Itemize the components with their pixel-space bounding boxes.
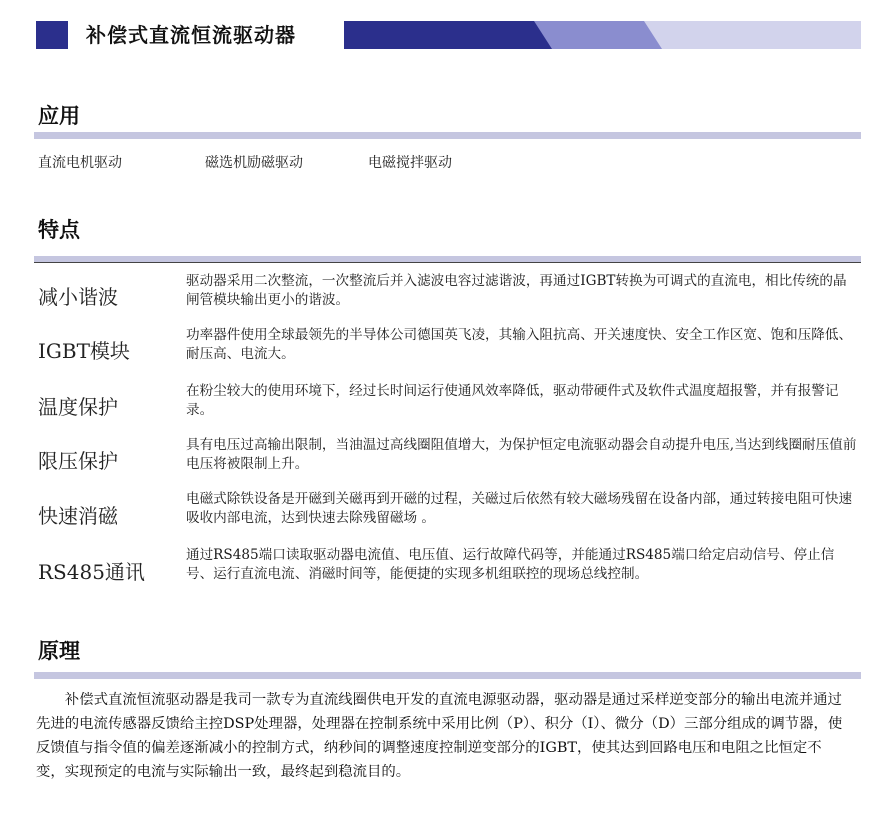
- application-item: 磁选机励磁驱动: [205, 155, 303, 171]
- feature-name: 减小谐波: [38, 285, 118, 309]
- principle-heading: 原理: [38, 639, 80, 663]
- feature-desc: 电磁式除铁设备是开磁到关磁再到开磁的过程，关磁过后依然有较大磁场残留在设备内部，通过转接电阻可快速吸收内部电流，达到快速去除残留磁场 。: [186, 491, 853, 526]
- applications-rule: [34, 132, 861, 139]
- title-bar: [36, 21, 861, 49]
- feature-name: 温度保护: [38, 395, 118, 419]
- title-stripe-decoration: [344, 21, 861, 49]
- title-lead-block: [36, 21, 68, 49]
- feature-desc: 功率器件使用全球最领先的半导体公司德国英飞凌，其输入阻抗高、开关速度快、安全工作区宽、饱和压降低、耐压高、电流大。: [186, 327, 853, 362]
- principle-rule: [34, 672, 861, 679]
- feature-desc: 具有电压过高输出限制，当油温过高线圈阻值增大，为保护恒定电流驱动器会自动提升电压,当达到线圈耐压值前电压将被限制上升。: [186, 437, 857, 472]
- applications-heading: 应用: [38, 104, 80, 128]
- principle-paragraph: 补偿式直流恒流驱动器是我司一款专为直流线圈供电开发的直流电源驱动器，驱动器是通过采样逆变部分的输出电流并通过先进的电流传感器反馈给主控DSP处理器，处理器在控制系统中采用比例（P）、积分（I）、微分（D）三部分组成的调节器，使反馈值与指令值的偏差逐渐减小的控制方式，纳秒间的调整速度控制逆变部分的IGBT，使其达到回路电压和电阻之比恒定不变，实现预定的电流与实际输出一致，最终起到稳流目的。: [36, 692, 843, 780]
- feature-desc: 通过RS485端口读取驱动器电流值、电压值、运行故障代码等，并能通过RS485端口给定启动信号、停止信号、运行直流电流、消磁时间等，能便捷的实现多机组联控的现场总线控制。: [186, 547, 835, 582]
- feature-name: 限压保护: [38, 449, 118, 473]
- feature-name: RS485通讯: [38, 560, 145, 584]
- feature-desc: 在粉尘较大的使用环境下，经过长时间运行使通风效率降低，驱动带硬件式及软件式温度超报警，并有报警记录。: [186, 383, 839, 418]
- feature-desc: 驱动器采用二次整流，一次整流后并入滤波电容过滤谐波，再通过IGBT转换为可调式的直流电，相比传统的晶闸管模块输出更小的谐波。: [186, 273, 847, 308]
- feature-name: IGBT模块: [38, 339, 130, 363]
- features-underline: [34, 262, 861, 263]
- feature-name: 快速消磁: [38, 504, 118, 528]
- application-item: 电磁搅拌驱动: [368, 155, 452, 171]
- page-title: 补偿式直流恒流驱动器: [86, 23, 296, 47]
- application-item: 直流电机驱动: [38, 155, 122, 171]
- features-heading: 特点: [38, 218, 80, 242]
